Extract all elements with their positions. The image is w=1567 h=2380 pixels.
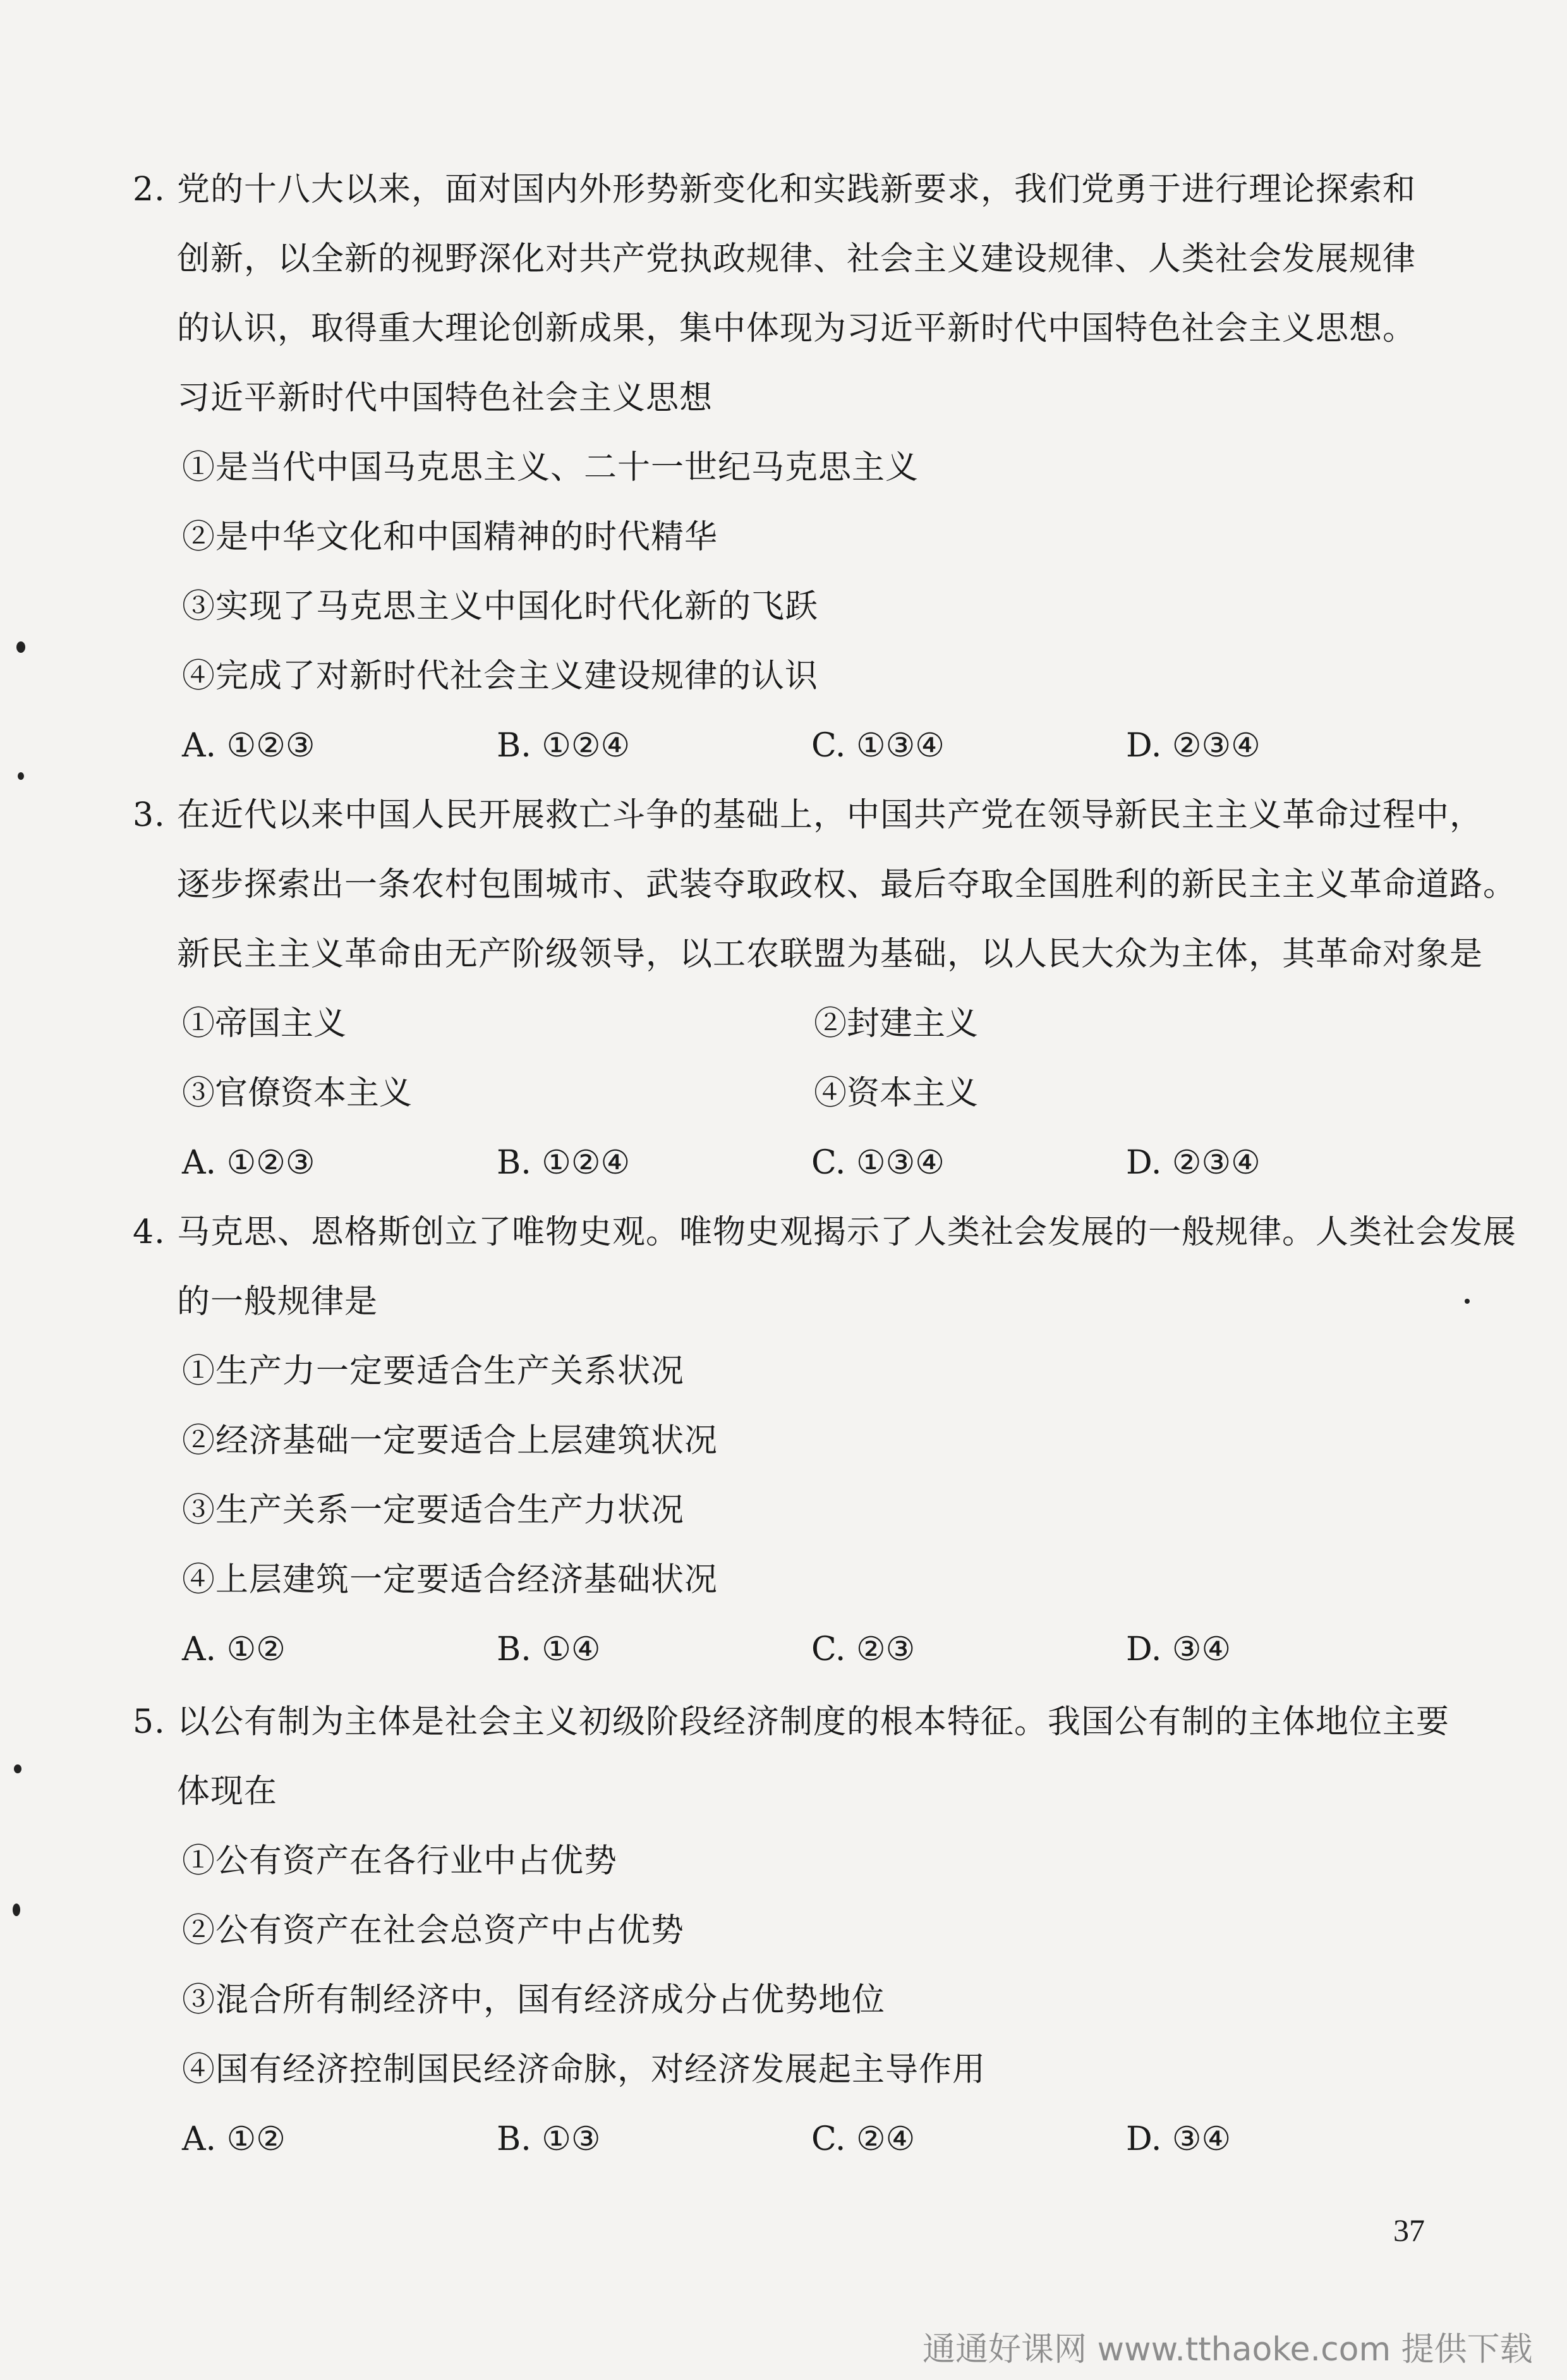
statement-2: ②公有资产在社会总资产中占优势 [182, 1912, 685, 1950]
question-stem-line: 的认识，取得重大理论创新成果，集中体现为习近平新时代中国特色社会主义思想。 [177, 310, 1417, 348]
question-stem-line: 2. 党的十八大以来，面对国内外形势新变化和实践新要求，我们党勇于进行理论探索和 [133, 155, 1460, 224]
statement-3: ③实现了马克思主义中国化时代化新的飞跃 [182, 588, 819, 626]
statement-2: ②经济基础一定要适合上层建筑状况 [182, 1422, 718, 1460]
question-5 [133, 1687, 1460, 2174]
answer-choices [133, 1128, 1460, 1198]
answer-d[interactable]: D. ②③④ [1126, 727, 1261, 765]
question-stem-line: 习近平新时代中国特色社会主义思想 [177, 379, 713, 417]
question-stem-line: 3. 在近代以来中国人民开展救亡斗争的基础上，中国共产党在领导新民主主义革命过程中， [133, 780, 1460, 850]
answer-d[interactable]: D. ②③④ [1126, 1144, 1261, 1182]
question-number: 2. [133, 171, 166, 209]
statement-row [133, 1059, 1460, 1128]
answer-b[interactable]: B. ①②④ [497, 727, 631, 765]
scan-speck [1465, 1299, 1470, 1304]
statement-3: ③混合所有制经济中，国有经济成分占优势地位 [182, 1981, 886, 2019]
watermark-text: 通通好课网 www.tthaoke.com 提供下载 [923, 2331, 1533, 2369]
answer-b[interactable]: B. ①④ [497, 1630, 601, 1668]
question-number: 3. [133, 796, 166, 834]
question-stem-line: 逐步探索出一条农村包围城市、武装夺取政权、最后夺取全国胜利的新民主主义革命道路。 [177, 866, 1517, 904]
question-stem-line: 的一般规律是 [177, 1283, 378, 1321]
question-2 [133, 155, 1460, 780]
answer-a[interactable]: A. ①② [182, 2120, 286, 2158]
scan-speck [13, 1903, 20, 1916]
answer-c[interactable]: C. ①③④ [811, 727, 945, 765]
answer-a[interactable]: A. ①② [182, 1630, 286, 1668]
statement-4: ④国有经济控制国民经济命脉，对经济发展起主导作用 [182, 2051, 986, 2089]
question-stem-line: 4. 马克思、恩格斯创立了唯物史观。唯物史观揭示了人类社会发展的一般规律。人类社会发展 [133, 1198, 1460, 1267]
question-stem-line: 新民主主义革命由无产阶级领导，以工农联盟为基础，以人民大众为主体，其革命对象是 [177, 935, 1484, 973]
answer-choices [133, 711, 1460, 780]
answer-b[interactable]: B. ①②④ [497, 1144, 631, 1182]
answer-d[interactable]: D. ③④ [1126, 2120, 1231, 2158]
statement-row [133, 989, 1460, 1059]
statement-4: ④上层建筑一定要适合经济基础状况 [182, 1561, 718, 1599]
question-stem-line: 体现在 [177, 1773, 278, 1811]
statement-3: ③生产关系一定要适合生产力状况 [182, 1491, 685, 1529]
statement-2: ②是中华文化和中国精神的时代精华 [182, 518, 718, 556]
statement-3: ③官僚资本主义 [182, 1074, 413, 1112]
question-number: 4. [133, 1213, 166, 1251]
statement-2: ②封建主义 [814, 1005, 979, 1043]
answer-a[interactable]: A. ①②③ [182, 727, 315, 765]
question-number: 5. [133, 1703, 166, 1741]
question-stem-line: 创新，以全新的视野深化对共产党执政规律、社会主义建设规律、人类社会发展规律 [177, 240, 1417, 278]
answer-d[interactable]: D. ③④ [1126, 1630, 1231, 1668]
statement-4: ④资本主义 [814, 1074, 979, 1112]
statement-1: ①生产力一定要适合生产关系状况 [182, 1352, 685, 1390]
answer-c[interactable]: C. ②③ [811, 1630, 916, 1668]
statement-1: ①帝国主义 [182, 1005, 347, 1043]
answer-c[interactable]: C. ①③④ [811, 1144, 945, 1182]
question-stem-line: 5. 以公有制为主体是社会主义初级阶段经济制度的根本特征。我国公有制的主体地位主要 [133, 1687, 1460, 1757]
answer-a[interactable]: A. ①②③ [182, 1144, 315, 1182]
answer-choices [133, 1615, 1460, 1684]
question-3 [133, 780, 1517, 1198]
answer-b[interactable]: B. ①③ [497, 2120, 601, 2158]
statement-1: ①是当代中国马克思主义、二十一世纪马克思主义 [182, 449, 919, 487]
answer-c[interactable]: C. ②④ [811, 2120, 916, 2158]
question-4 [133, 1198, 1517, 1684]
statement-4: ④完成了对新时代社会主义建设规律的认识 [182, 657, 819, 695]
page-number: 37 [1393, 2213, 1425, 2248]
answer-choices [133, 2104, 1460, 2174]
statement-1: ①公有资产在各行业中占优势 [182, 1842, 618, 1880]
scan-speck [18, 772, 24, 780]
scan-speck [16, 641, 25, 653]
scan-speck [14, 1764, 21, 1773]
